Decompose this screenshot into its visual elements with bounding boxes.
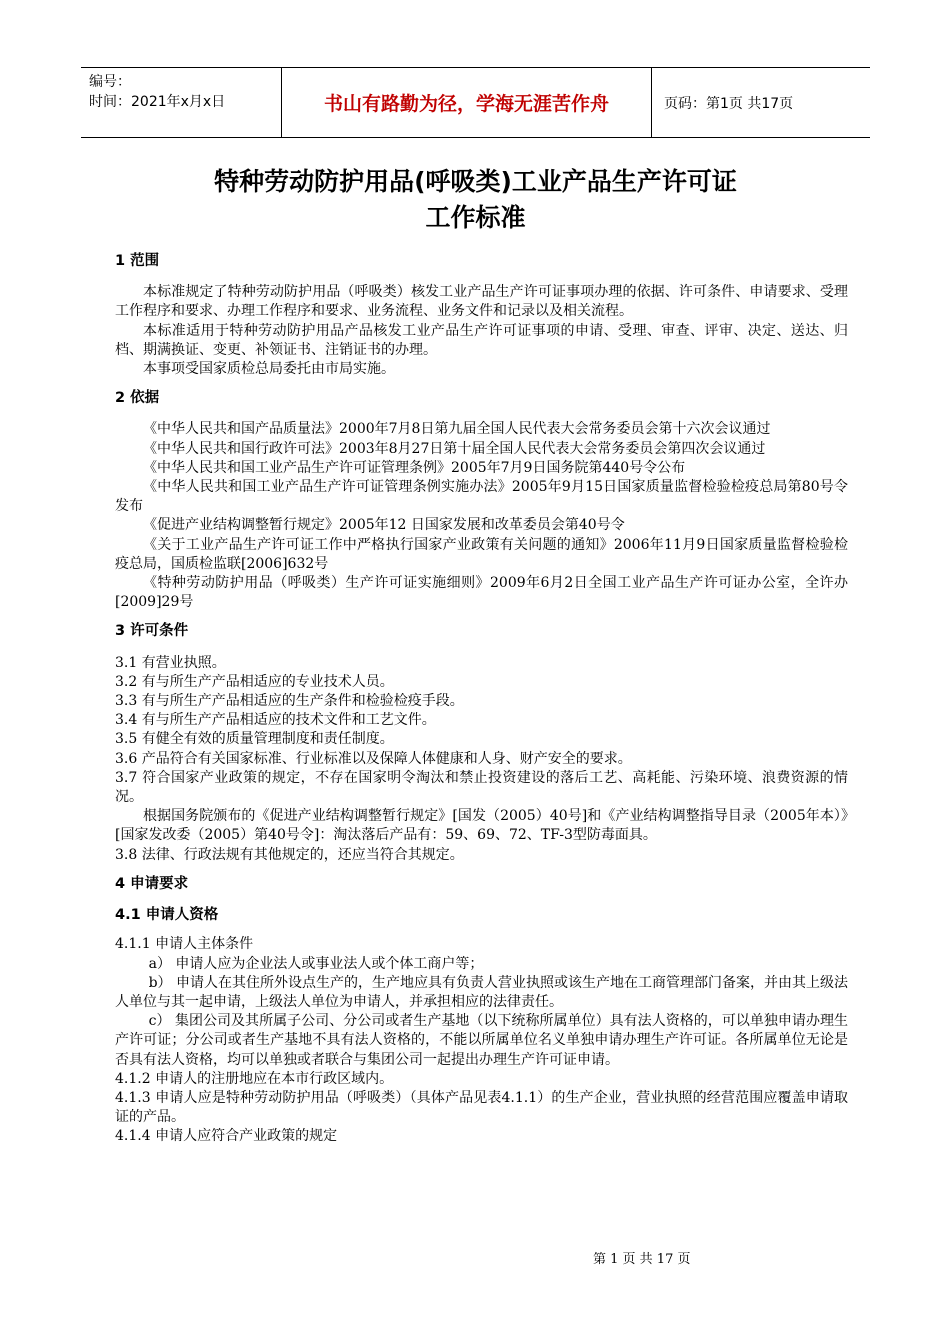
condition-item: 3.6 产品符合有关国家标准、行业标准以及保障人体健康和人身、财产安全的要求。 bbox=[115, 750, 632, 767]
condition-item: 3.2 有与所生产产品相适应的专业技术人员。 bbox=[115, 673, 394, 690]
document-title-line1: 特种劳动防护用品(呼吸类)工业产品生产许可证 bbox=[214, 167, 737, 196]
section-heading-application: 4 申请要求 bbox=[115, 875, 189, 892]
condition-note: 根据国务院颁布的《促进产业结构调整暂行规定》[国发（2005）40号]和《产业结构调整指导目录（2005年本）》[国家发改委（2005）第40号令]：淘汰落后产品有：59、69、72、TF-3型防毒面具。 bbox=[115, 808, 848, 844]
paragraph: 本标准适用于特种劳动防护用品产品核发工业产品生产许可证事项的申请、受理、审查、评审、决定、送达、归档、期满换证、变更、补领证书、注销证书的办理。 bbox=[115, 322, 848, 358]
header-page-info: 页码：第1页 共17页 bbox=[664, 95, 794, 112]
number-label: 编号： bbox=[89, 74, 131, 90]
time-label: 时间：2021年x月x日 bbox=[89, 94, 226, 110]
condition-item: 3.8 法律、行政法规有其他规定的，还应当符合其规定。 bbox=[115, 846, 464, 863]
header-left-cell bbox=[81, 68, 281, 137]
section-heading-conditions: 3 许可条件 bbox=[115, 623, 189, 640]
basis-item: 《中华人民共和国行政许可法》2003年8月27日第十届全国人民代表大会常务委员会第四次会议通过 bbox=[143, 440, 766, 457]
subsection-heading-applicant: 4.1 申请人资格 bbox=[115, 907, 219, 924]
condition-item: 3.7 符合国家产业政策的规定，不存在国家明令淘汰和禁止投资建设的落后工艺、高耗能、污染环境、浪费资源的情况。 bbox=[115, 769, 848, 806]
clause-subitem: c） 集团公司及其所属子公司、分公司或者生产基地（以下统称所属单位）具有法人资格的，可以单独申请办理生产许可证；分公司或者生产基地不具有法人资格的，不能以所属单位名义单独申请办理生产许可证。各所属单位无论是否具有法人资格，均可以单独或者联合与集团公司一起提出办理生产许可证申请。 bbox=[115, 1013, 848, 1068]
basis-item: 《中华人民共和国产品质量法》2000年7月8日第九届全国人民代表大会常务委员会第十六次会议通过 bbox=[143, 421, 771, 438]
clause-subitem: a） 申请人应为企业法人或事业法人或个体工商户等； bbox=[148, 955, 484, 972]
condition-item: 3.1 有营业执照。 bbox=[115, 654, 226, 671]
paragraph: 本标准规定了特种劳动防护用品（呼吸类）核发工业产品生产许可证事项办理的依据、许可条件、申请要求、受理工作程序和要求、办理工作程序和要求、业务流程、业务文件和记录以及相关流程。 bbox=[115, 284, 848, 320]
basis-item: 《促进产业结构调整暂行规定》2005年12 日国家发展和改革委员会第40号令 bbox=[143, 517, 625, 534]
page-footer: 第 1 页 共 17 页 bbox=[593, 1252, 691, 1267]
condition-item: 3.3 有与所生产产品相适应的生产条件和检验检疫手段。 bbox=[115, 693, 464, 710]
basis-item: 《特种劳动防护用品（呼吸类）生产许可证实施细则》2009年6月2日全国工业产品生产许可证办公室，全许办[2009]29号 bbox=[115, 575, 848, 611]
basis-item: 《中华人民共和国工业产品生产许可证管理条例实施办法》2005年9月15日国家质量监督检验检疫总局第80号令发布 bbox=[115, 479, 848, 515]
basis-item: 《中华人民共和国工业产品生产许可证管理条例》2005年7月9日国务院第440号令公布 bbox=[143, 459, 686, 476]
paragraph: 本事项受国家质检总局委托由市局实施。 bbox=[143, 361, 395, 378]
section-heading-scope: 1 范围 bbox=[115, 253, 160, 269]
clause-item: 4.1.2 申请人的注册地应在本市行政区域内。 bbox=[115, 1070, 394, 1087]
clause-item: 4.1.4 申请人应符合产业政策的规定 bbox=[115, 1128, 338, 1145]
document-body bbox=[115, 252, 848, 1147]
clause-item: 4.1.3 申请人应是特种劳动防护用品（呼吸类）（具体产品见表4.1.1）的生产企业，营业执照的经营范围应覆盖申请取证的产品。 bbox=[115, 1089, 848, 1126]
clause-subitem: b） 申请人在其住所外设点生产的，生产地应具有负责人营业执照或该生产地在工商管理部门备案，并由其上级法人单位与其一起申请，上级法人单位为申请人，并承担相应的法律责任。 bbox=[115, 974, 849, 1010]
document-header bbox=[81, 67, 870, 138]
condition-item: 3.5 有健全有效的质量管理制度和责任制度。 bbox=[115, 731, 394, 748]
section-heading-basis: 2 依据 bbox=[115, 390, 160, 407]
clause-item: 4.1.1 申请人主体条件 bbox=[115, 936, 254, 953]
document-title-line2: 工作标准 bbox=[425, 203, 526, 232]
condition-item: 3.4 有与所生产产品相适应的技术文件和工艺文件。 bbox=[115, 712, 436, 729]
basis-item: 《关于工业产品生产许可证工作中严格执行国家产业政策有关问题的通知》2006年11月9日国家质量监督检验检疫总局，国质检监联[2006]632号 bbox=[115, 536, 848, 572]
header-motto: 书山有路勤为径，学海无涯苦作舟 bbox=[281, 68, 652, 137]
